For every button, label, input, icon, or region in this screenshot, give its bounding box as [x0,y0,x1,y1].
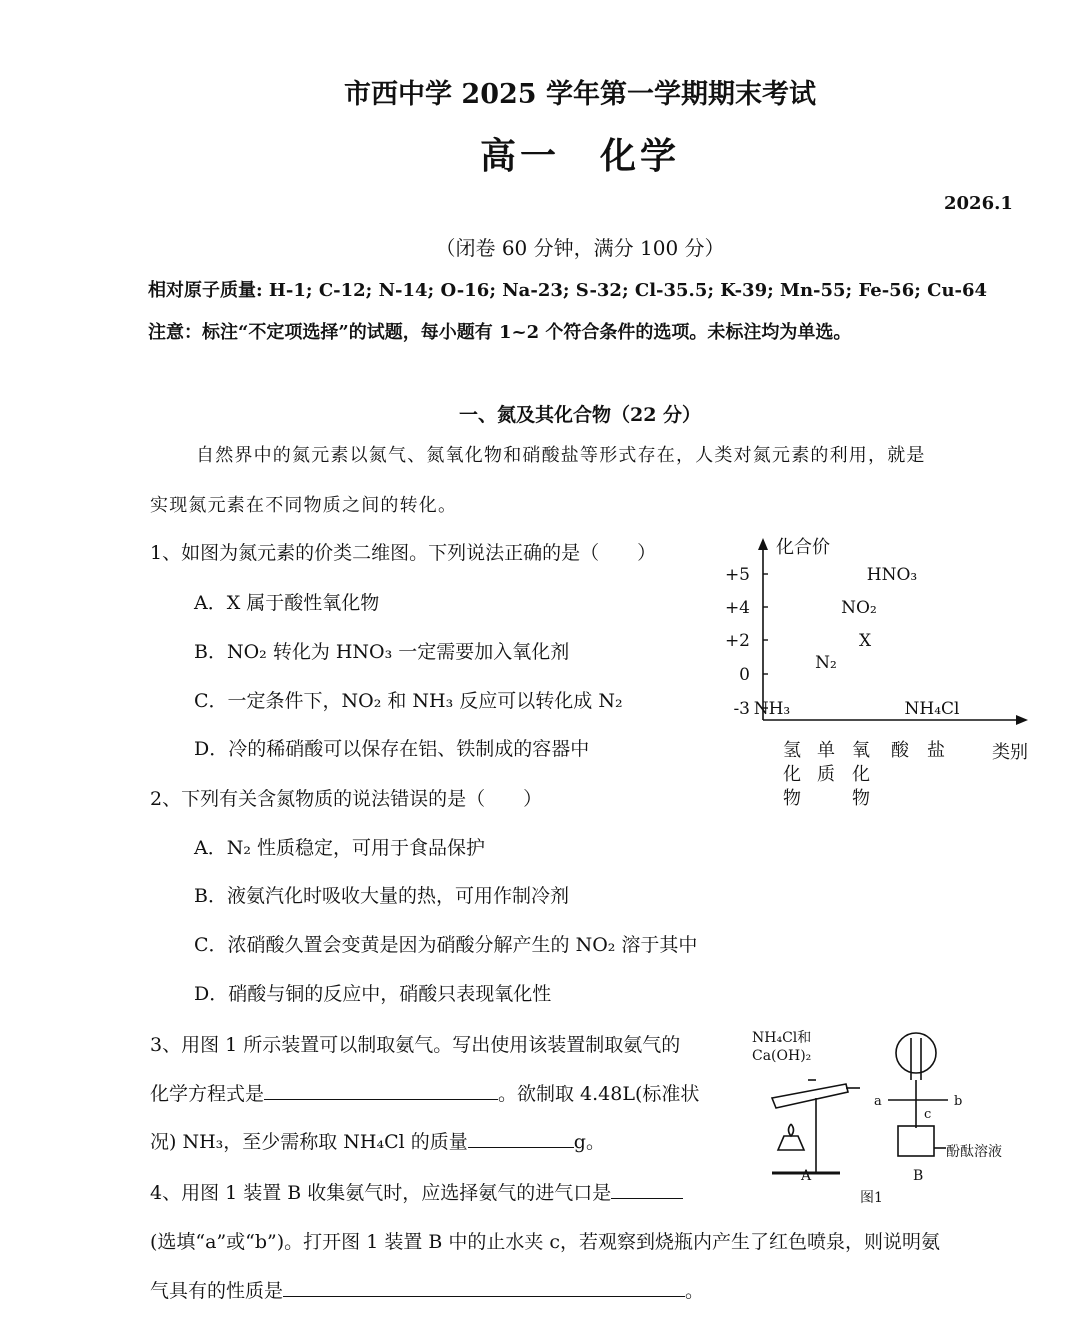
section-heading: 一、氮及其化合物（22 分） [458,404,702,426]
q1-option-d: D．冷的稀硝酸可以保存在铝、铁制成的容器中 [194,738,590,760]
q4-line1 [150,1178,683,1205]
q4-line2: (选填“a”或“b”)。打开图 1 装置 B 中的止水夹 c，若观察到烧瓶内产生了红色喷泉，则说明氨 [150,1231,941,1253]
q3-line2-text: 化学方程式是 [150,1083,265,1105]
q2-stem: 2、下列有关含氮物质的说法错误的是（ ） [150,788,543,810]
q4-property-blank[interactable] [283,1276,685,1297]
y-axis-arrow [758,538,768,550]
x-categories [783,740,945,809]
exam-title: 市西中学 2025 学年第一学期期末考试 [344,79,816,110]
q1-option-a: A．X 属于酸性氧化物 [194,592,380,614]
point-label: X [858,631,872,651]
y-tick-label: -3 [733,699,750,719]
section-intro-line1: 自然界中的氮元素以氮气、氮氧化物和硝酸盐等形式存在，人类对氮元素的利用，就是 [196,445,926,466]
q1-option-c: C．一定条件下，NO₂ 和 NH₃ 反应可以转化成 N₂ [194,690,623,712]
q1-stem: 1、如图为氮元素的价类二维图。下列说法正确的是（ ） [150,542,657,564]
x-category-label: 氢化物 [783,740,801,809]
x-axis-label: 类别 [992,742,1028,763]
apparatus-a-label: A [801,1168,812,1184]
x-category-label: 氧化物 [852,740,870,809]
beaker [898,1126,934,1156]
round-flask [896,1033,936,1073]
x-category-label: 单质 [817,740,835,785]
x-category-label: 盐 [927,740,945,761]
clip-c-label: c [924,1107,932,1122]
q2-option-a: A．N₂ 性质稳定，可用于食品保护 [194,837,486,859]
x-category-label: 酸 [891,740,909,761]
q3-line3-text: 况) NH₃，至少需称取 NH₄Cl 的质量 [150,1131,468,1153]
q3-mass-blank[interactable] [468,1127,574,1148]
q4-line3-text: 气具有的性质是 [150,1280,284,1302]
q3-line3-tail: g。 [573,1131,605,1153]
inlet-b-label: b [954,1094,963,1109]
q4-line1-text: 4、用图 1 装置 B 收集氨气时，应选择氨气的进气口是 [150,1182,612,1204]
figure1-apparatus [748,1028,1038,1218]
subject-title: 高一 化学 [479,135,680,177]
atomic-mass-line: 相对原子质量: H-1; C-12; N-14; O-16; Na-23; S-32; Cl-35.5; K-39; Mn-55; Fe-56; Cu-64 [148,280,988,301]
q2-option-c: C．浓硝酸久置会变黄是因为硝酸分解产生的 NO₂ 溶于其中 [194,934,698,956]
q3-line2 [150,1079,699,1106]
point-label: NO₂ [841,598,877,618]
exam-date: 2026.1 [944,193,1013,214]
y-axis-label: 化合价 [776,537,830,558]
q4-inlet-blank[interactable] [611,1178,683,1199]
notice-line: 注意：标注“不定项选择”的试题，每小题有 1~2 个符合条件的选项。未标注均为单选。 [148,322,852,343]
q4-line3 [150,1276,704,1303]
section-intro-line2: 实现氮元素在不同物质之间的转化。 [150,495,458,516]
y-ticks [725,565,768,719]
q3-line3 [150,1127,605,1154]
alcohol-lamp [778,1136,804,1150]
flame [789,1124,794,1136]
q4-line3-tail: 。 [685,1280,705,1302]
reaction-tube [772,1084,848,1108]
point-label: NH₃ [753,699,791,719]
point-label: N₂ [815,653,837,673]
q2-option-b: B．液氨汽化时吸收大量的热，可用作制冷剂 [194,885,569,907]
x-axis-arrow [1016,715,1028,725]
q3-line2-tail: 。欲制取 4.48L(标准状 [498,1083,700,1105]
reagent-label-2: Ca(OH)₂ [752,1048,812,1064]
q3-line1: 3、用图 1 所示装置可以制取氨气。写出使用该装置制取氨气的 [150,1034,681,1056]
valence-category-chart [720,530,1060,820]
exam-info: （闭卷 60 分钟，满分 100 分） [435,236,725,260]
y-tick-label: 0 [739,665,750,685]
y-tick-label: +5 [724,565,750,585]
y-tick-label: +4 [724,598,750,618]
q3-equation-blank[interactable] [264,1079,498,1100]
reagent-label-1: NH₄Cl和 [752,1030,812,1046]
y-tick-label: +2 [724,631,750,651]
point-label: HNO₃ [866,565,918,585]
q1-option-b: B．NO₂ 转化为 HNO₃ 一定需要加入氧化剂 [194,641,570,663]
inlet-a-label: a [874,1094,882,1109]
solution-label: 酚酞溶液 [946,1144,1002,1160]
apparatus-b-label: B [913,1168,924,1184]
point-label: NH₄Cl [904,699,960,719]
data-points [754,565,960,719]
q2-option-d: D．硝酸与铜的反应中，硝酸只表现氧化性 [194,983,552,1005]
figure1-caption: 图1 [860,1190,883,1206]
